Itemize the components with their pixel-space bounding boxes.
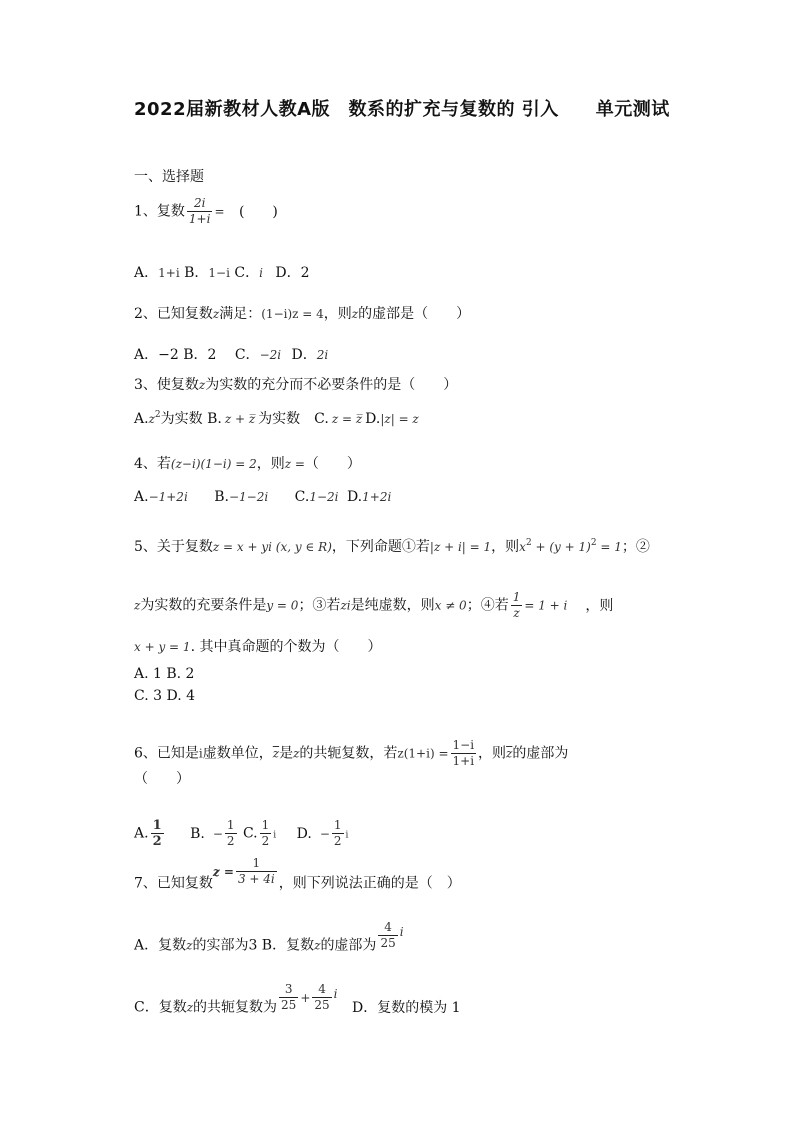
q1-opt-c: C． xyxy=(234,265,260,281)
q6-fraction xyxy=(451,738,477,769)
q1-opt-b: B． xyxy=(184,265,209,281)
q7-fraction xyxy=(236,856,277,887)
question-1 xyxy=(134,196,278,227)
q6-frac-num: 1−i xyxy=(452,738,475,752)
q2-tail: 的虚部是（ ） xyxy=(358,306,471,322)
q4-opt-a: A. xyxy=(134,489,149,505)
q7-tail: ，则下列说法正确的是（ ） xyxy=(278,875,461,892)
q7-opt-c-den2: 25 xyxy=(314,998,330,1012)
q3-z: z xyxy=(198,378,206,392)
q5-circle-x: x xyxy=(519,540,526,554)
q3-opt-a: A. xyxy=(134,411,149,427)
q7-options-ab xyxy=(134,920,404,961)
q7-opt-c-frac2 xyxy=(312,982,331,1013)
q4-post: ，则 xyxy=(256,456,285,472)
q4-opt-a-val: −1+2i xyxy=(148,490,188,504)
page-title: 2022届新教材人教A版 数系的扩充与复数的 引入 单元测试 xyxy=(134,99,670,120)
q5-options-2: C. 3 D. 4 xyxy=(134,688,196,704)
q7-options-cd xyxy=(134,982,461,1023)
q3-opt-a-sup: 2 xyxy=(154,410,161,420)
q4-opt-c-val: 1−2i xyxy=(309,490,339,504)
q1-paren: ( ) xyxy=(238,203,278,220)
q6-zbar: $\overline{z}$ xyxy=(272,746,280,761)
q6-b: 是 xyxy=(279,745,294,762)
q4-opt-b: B. xyxy=(214,489,229,505)
q7-opt-c-frac1 xyxy=(279,982,298,1013)
q7-opt-b-den: 25 xyxy=(380,936,396,950)
q2-z2: z xyxy=(351,307,359,321)
q1-opt-a-val: 1+i xyxy=(158,266,180,280)
q3-options xyxy=(134,408,419,428)
q7-opt-c-i: i xyxy=(333,986,338,1001)
q6-opt-a: A. xyxy=(134,825,149,842)
question-5-line-3 xyxy=(134,636,381,656)
q6-opt-d-sign: − xyxy=(319,826,330,841)
q6-opt-c-den: 2 xyxy=(261,834,270,848)
q6-opt-b: B. xyxy=(190,825,205,842)
q5-fraction xyxy=(511,590,523,621)
q4-opt-d: D. xyxy=(346,489,363,505)
q3-tail: 为实数的充分而不必要条件的是（ ） xyxy=(205,377,458,393)
q7-opt-c: C．复数 xyxy=(134,999,187,1016)
q6-opt-c-num: 1 xyxy=(261,818,270,832)
q5-l2-e: ，则 xyxy=(585,597,614,614)
question-5-line-1 xyxy=(134,536,650,556)
q2-post: ，则 xyxy=(323,306,352,322)
q3-opt-a-z: z xyxy=(148,412,155,426)
q1-eq: = xyxy=(214,204,225,219)
q7-opt-c-num2: 4 xyxy=(318,982,326,996)
q6-opt-a-frac xyxy=(151,818,164,849)
q7-z-eq: z = xyxy=(212,864,234,879)
q5-l3-text: . 其中真命题的个数为（ ） xyxy=(190,639,382,655)
q7-opt-c-num1: 3 xyxy=(284,982,293,996)
q6-prefix: 6、已知是 xyxy=(134,745,199,762)
q2-opt-ab: A．−2 B．2 C． xyxy=(134,347,260,363)
q1-opt-c-val: i xyxy=(259,266,263,280)
q6-d: ，则 xyxy=(478,745,507,762)
section-heading: 一、选择题 xyxy=(134,169,204,185)
q2-mid: 满足： xyxy=(219,306,262,322)
q7-opt-a2: 的实部为3 B．复数 xyxy=(192,937,315,954)
q6-opt-d-num: 1 xyxy=(333,818,342,832)
q5-p2: ，则 xyxy=(491,539,520,555)
q5-p1: ，下列命题①若 xyxy=(331,539,430,555)
question-7 xyxy=(134,856,461,899)
q7-opt-b-i: i xyxy=(399,924,404,939)
q7-opt-c2: 的共轭复数为 xyxy=(193,999,278,1016)
q6-opt-d-i: i xyxy=(345,830,349,841)
q1-prefix: 1、复数 xyxy=(134,203,185,220)
q5-z-def: z = x + yi (x, y ∈ R) xyxy=(212,540,332,554)
q6-opt-d-frac xyxy=(332,818,344,849)
q1-fraction xyxy=(187,196,213,227)
q3-opt-c-math: z = z̅ xyxy=(331,412,363,426)
q6-opt-c-frac xyxy=(260,818,272,849)
q5-l2-z: z xyxy=(134,598,141,613)
q5-frac-den: z xyxy=(513,606,520,620)
q1-opt-d: D．2 xyxy=(275,265,310,281)
q7-opt-c-den1: 25 xyxy=(281,998,297,1012)
q4-opt-d-val: 1+2i xyxy=(362,490,392,504)
q4-opt-b-val: −1−2i xyxy=(228,490,269,504)
q2-opt-d-val: 2i xyxy=(316,348,329,362)
q6-opt-d-den: 2 xyxy=(333,834,342,848)
question-6 xyxy=(134,738,568,769)
q7-opt-b2: 的虚部为 xyxy=(320,937,377,954)
q2-opt-d: D． xyxy=(291,347,317,363)
q5-circle-y: + (y + 1) xyxy=(531,540,591,554)
q7-opt-d: D．复数的模为 1 xyxy=(351,999,461,1016)
q2-opt-c-val: −2i xyxy=(259,348,282,362)
q2-prefix: 2、已知复数 xyxy=(134,306,213,322)
q6-lhs: z(1+i) = xyxy=(397,746,449,761)
q5-sq-2: 2 xyxy=(590,538,597,548)
q6-options xyxy=(134,818,348,849)
q7-prefix: 7、已知复数 xyxy=(134,875,213,892)
q6-opt-c-i: i xyxy=(273,830,277,841)
q5-l2-d: ；④若 xyxy=(466,597,509,614)
q5-frac-num: 1 xyxy=(512,590,521,604)
q4-condition: (z−i)(1−i) = 2 xyxy=(170,457,257,471)
q7-frac-den: 3 + 4i xyxy=(237,872,275,886)
q6-opt-d: D. xyxy=(296,825,312,842)
q4-prefix: 4、若 xyxy=(134,456,171,472)
q7-opt-b-num: 4 xyxy=(384,920,392,934)
q4-options xyxy=(134,489,391,505)
q5-l2-a: 为实数的充要条件是 xyxy=(140,597,267,614)
q6-opt-b-sign: − xyxy=(212,826,223,841)
q7-opt-a: A．复数 xyxy=(134,937,187,954)
q5-abs: |z + i| = 1 xyxy=(429,540,492,554)
q6-opt-b-den: 2 xyxy=(226,834,235,848)
q6-opt-b-num: 1 xyxy=(226,818,235,832)
q7-frac-num: 1 xyxy=(252,856,261,870)
q6-opt-b-frac xyxy=(225,818,237,849)
q3-opt-b-text: 为实数 C. xyxy=(258,411,329,427)
question-2 xyxy=(134,303,470,323)
q7-opt-c-plus: + xyxy=(300,990,311,1005)
q4-opt-c: C. xyxy=(294,489,310,505)
q6-opt-a-den: 2 xyxy=(152,834,162,849)
question-5-line-2 xyxy=(134,590,613,621)
q7-opt-b-z: z xyxy=(314,938,321,953)
q5-circle-eq: = 1 xyxy=(596,540,622,554)
q3-opt-d: D. xyxy=(365,411,381,427)
q6-e: 的虚部为 xyxy=(512,745,569,762)
q1-frac-num: 2i xyxy=(193,196,206,210)
q3-opt-a-text: 为实数 B. xyxy=(160,411,222,427)
q6-a: 虚数单位， xyxy=(202,745,273,762)
q5-l2-b: ；③若 xyxy=(298,597,341,614)
q1-frac-den: 1+i xyxy=(188,212,211,226)
q6-frac-den: 1+i xyxy=(452,754,475,768)
q2-z: z xyxy=(212,307,220,321)
q5-options-1: A. 1 B. 2 xyxy=(134,666,195,682)
q5-l2-math: y = 0 xyxy=(266,598,299,613)
q5-prefix: 5、关于复数 xyxy=(134,539,213,555)
q5-p3: ；② xyxy=(621,539,650,555)
q1-opt-a: A． xyxy=(134,265,159,281)
question-4 xyxy=(134,453,361,473)
q6-paren: （ ） xyxy=(134,771,190,787)
q2-condition: (1−i)z = 4 xyxy=(261,307,324,321)
q5-sq-1: 2 xyxy=(525,538,532,548)
q5-l3-math: x + y = 1 xyxy=(134,640,191,654)
q6-opt-a-num: 1 xyxy=(152,818,162,833)
q4-z-eq: z = xyxy=(284,457,305,471)
q4-paren: （ ） xyxy=(304,456,361,472)
q3-prefix: 3、使复数 xyxy=(134,377,199,393)
q7-opt-a-z: z xyxy=(186,938,193,953)
q6-opt-c: C. xyxy=(242,825,258,842)
q1-opt-b-val: 1−i xyxy=(208,266,230,280)
q5-l2-c: 是纯虚数，则 xyxy=(350,597,435,614)
q7-opt-c-z: z xyxy=(186,1000,194,1015)
q6-i: i xyxy=(198,746,203,761)
q2-options xyxy=(134,344,328,364)
q3-opt-b-math: z + z̅ xyxy=(224,412,256,426)
q6-c: 的共轭复数，若 xyxy=(299,745,398,762)
question-3 xyxy=(134,374,457,394)
q1-options xyxy=(134,262,310,282)
q5-l2-eq: = 1 + i xyxy=(524,598,568,613)
q3-opt-d-math: |z| = z xyxy=(380,412,419,426)
q6-zbar2: $\overline{z}$ xyxy=(506,746,513,761)
q5-l2-x: x ≠ 0 xyxy=(434,598,467,613)
q6-z: z xyxy=(293,746,300,761)
q7-opt-b-frac xyxy=(378,920,397,951)
q5-l2-zi: zi xyxy=(340,598,351,613)
